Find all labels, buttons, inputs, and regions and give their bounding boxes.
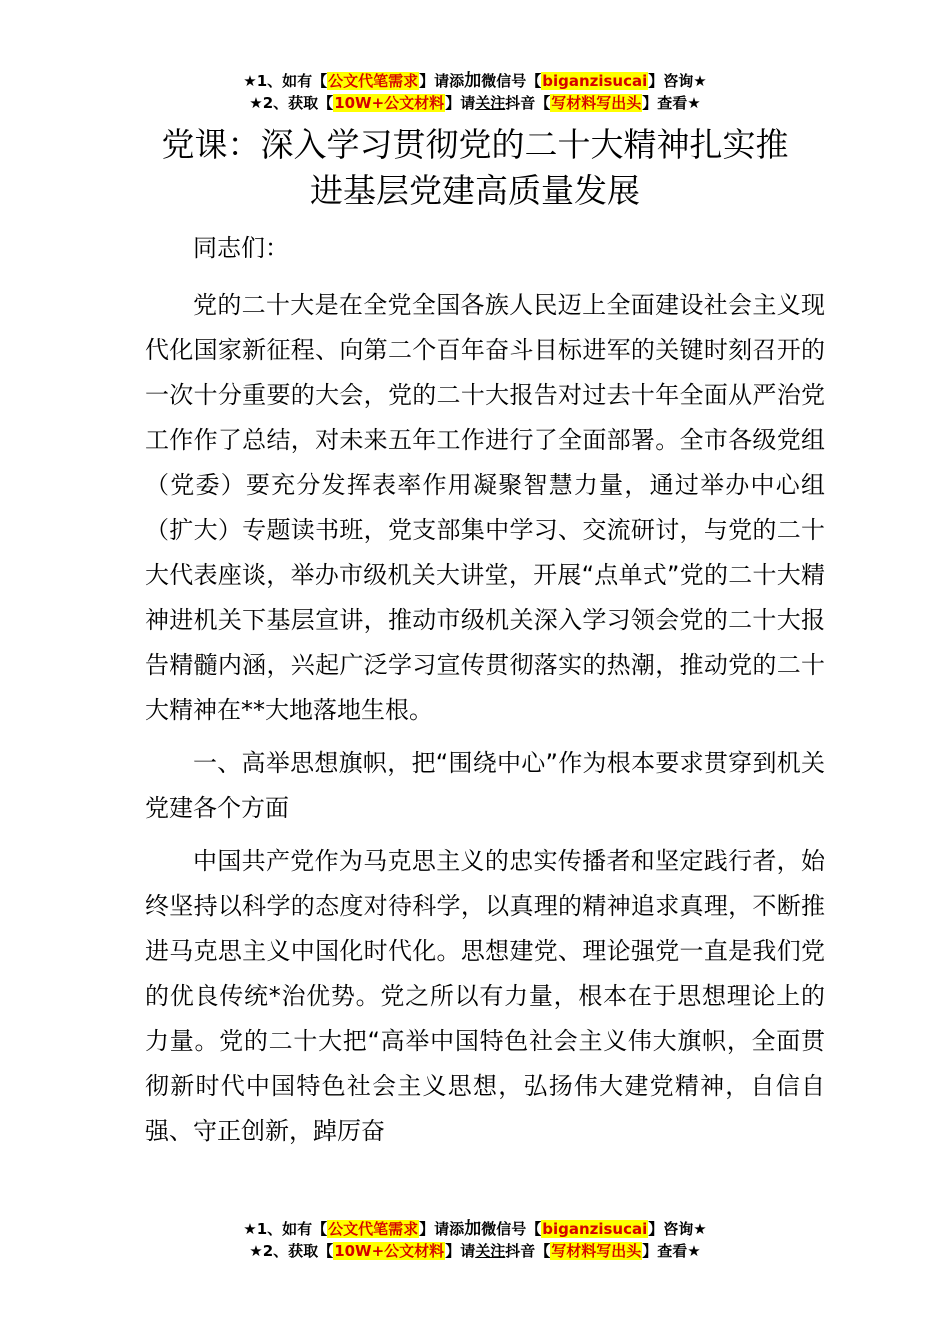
highlight-materials: 10W+公文材料	[334, 1242, 445, 1260]
footer-banner-line-1: ★1、如有【公文代笔需求】请添加微信号【biganzisucai】咨询★	[243, 1219, 707, 1239]
footer-banner-line-2: ★2、获取【10W+公文材料】请关注抖音【写材料写出头】查看★	[249, 1242, 701, 1260]
document-title-line-1: 党课：深入学习贯彻党的二十大精神扎实推	[161, 125, 789, 164]
highlight-service: 公文代笔需求	[328, 72, 419, 90]
document-title-line-2: 进基层党建高质量发展	[310, 171, 640, 210]
header-banner	[0, 70, 950, 114]
highlight-service: 公文代笔需求	[328, 1220, 419, 1238]
document-body	[145, 226, 825, 1162]
header-banner-line-1: ★1、如有【公文代笔需求】请添加微信号【biganzisucai】咨询★	[243, 71, 707, 91]
highlight-materials: 10W+公文材料	[334, 94, 445, 112]
section-heading-1: 一、高举思想旗帜，把“围绕中心”作为根本要求贯穿到机关党建各个方面	[145, 749, 825, 822]
highlight-douyin-account: 写材料写出头	[551, 94, 642, 112]
footer-banner	[0, 1218, 950, 1262]
highlight-wechat-id: biganzisucai	[542, 72, 648, 90]
header-banner-line-2: ★2、获取【10W+公文材料】请关注抖音【写材料写出头】查看★	[249, 94, 701, 112]
document-title	[0, 122, 950, 214]
greeting: 同志们：	[193, 234, 289, 262]
highlight-douyin-account: 写材料写出头	[551, 1242, 642, 1260]
paragraph-intro: 党的二十大是在全党全国各族人民迈上全面建设社会主义现代化国家新征程、向第二个百年奋斗目标进军的关键时刻召开的一次十分重要的大会，党的二十大报告对过去十年全面从严治党工作作了总结，对未来五年工作进行了全面部署。全市各级党组（党委）要充分发挥表率作用凝聚智慧力量，通过举办中心组（扩大）专题读书班，党支部集中学习、交流研讨，与党的二十大代表座谈，举办市级机关大讲堂，开展“点单式”党的二十大精神进机关下基层宣讲，推动市级机关深入学习领会党的二十大报告精髓内涵，兴起广泛学习宣传贯彻落实的热潮，推动党的二十大精神在**大地落地生根。	[145, 291, 825, 724]
paragraph-section-1: 中国共产党作为马克思主义的忠实传播者和坚定践行者，始终坚持以科学的态度对待科学，以真理的精神追求真理，不断推进马克思主义中国化时代化。思想建党、理论强党一直是我们党的优良传统*治优势。党之所以有力量，根本在于思想理论上的力量。党的二十大把“高举中国特色社会主义伟大旗帜，全面贯彻新时代中国特色社会主义思想，弘扬伟大建党精神，自信自强、守正创新，踔厉奋	[145, 847, 825, 1145]
highlight-wechat-id: biganzisucai	[542, 1220, 648, 1238]
